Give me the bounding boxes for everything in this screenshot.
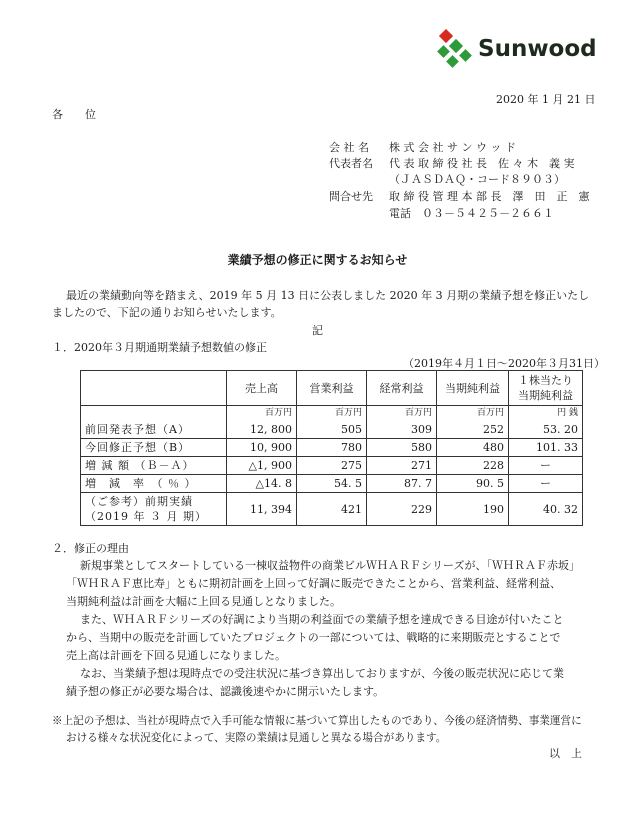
contact-phone: 電話 ０３－５４２５－２６６１: [389, 207, 554, 220]
table-row: [81, 421, 583, 439]
table-cell: △14. 8: [227, 475, 297, 493]
ki-marker: 記: [312, 324, 323, 337]
table-cell: 275: [297, 457, 367, 475]
document-title: 業績予想の修正に関するお知らせ: [227, 253, 408, 267]
table-cell: ー: [509, 475, 583, 493]
disclaimer-line-2: おける様々な状況変化によって、実際の業績は見通しと異なる場合があります。: [66, 732, 447, 744]
table-cell: 10, 900: [227, 439, 297, 457]
header-blank: [81, 371, 227, 406]
representative-value: 代 表 取 締 役 社 長 佐 々 木 義 実: [389, 157, 575, 170]
header-eps: [509, 371, 583, 406]
company-name-label: 会 社 名: [329, 141, 369, 154]
forecast-period: （2019年４月１日～2020年３月31日）: [403, 357, 605, 370]
reason-line-1: 新規事業としてスタートしている一棟収益物件の商業ビルＷＨＡＲＦシリーズが、「ＷＨＲＡＦ赤坂」: [80, 559, 580, 572]
closing-mark: 以 上: [549, 747, 582, 760]
table-cell: 780: [297, 439, 367, 457]
table-cell: ー: [509, 457, 583, 475]
table-cell: 11, 394: [227, 493, 297, 526]
table-cell: 228: [437, 457, 509, 475]
row-label: 増 減 額 （Ｂ－Ａ）: [81, 457, 227, 475]
section2-heading: ２．修正の理由: [52, 542, 129, 555]
table-cell: 101. 33: [509, 439, 583, 457]
row-label: 今回修正予想（B）: [81, 439, 227, 457]
table-header-row: [81, 371, 583, 406]
unit-cell: 百万円: [367, 406, 437, 422]
row-label: 前回発表予想（A）: [81, 421, 227, 439]
table-cell: 421: [297, 493, 367, 526]
reason-line-7: なお、当業績予想は現時点での受注状況に基づき算出しておりますが、今後の販売状況に応じて業: [80, 667, 564, 680]
table-cell: 190: [437, 493, 509, 526]
document-date: 2020 年 1 月 21 日: [496, 93, 596, 106]
header-operating-income: 営業利益: [297, 371, 367, 406]
header-eps-line-2: 当期純利益: [518, 389, 573, 402]
table-cell: 252: [437, 421, 509, 439]
table-cell: 54. 5: [297, 475, 367, 493]
table-cell: 309: [367, 421, 437, 439]
logo-wordmark: Sunwood: [478, 36, 597, 62]
table-cell: 53. 20: [509, 421, 583, 439]
stock-code: （ＪＡＳＤＡＱ・コード８９０３）: [389, 173, 565, 186]
intro-line-1: 最近の業績動向等を踏まえ、2019 年 5 月 13 日に公表しました 2020 年 3 月期の業績予想を修正いたし: [66, 289, 590, 302]
section1-heading: １．2020年３月期通期業績予想数値の修正: [52, 341, 267, 354]
forecast-table: [80, 370, 583, 526]
unit-cell: 百万円: [227, 406, 297, 422]
addressee: 各 位: [52, 108, 96, 121]
unit-cell: 百万円: [437, 406, 509, 422]
table-cell: 229: [367, 493, 437, 526]
sunwood-logo-mark-icon: [437, 29, 477, 73]
reason-line-2: 「ＷＨＲＡＦ恵比寿」ともに期初計画を上回って好調に販売できたことから、営業利益、経常利益、: [66, 577, 561, 590]
contact-value: 取 締 役 管 理 本 部 長 澤 田 正 憲: [389, 190, 590, 203]
header-eps-line-1: １株当たり: [518, 374, 573, 387]
company-name-value: 株 式 会 社 サ ン ウ ッ ド: [389, 141, 516, 154]
header-net-income: 当期純利益: [437, 371, 509, 406]
table-cell: 505: [297, 421, 367, 439]
contact-label: 問合せ先: [329, 190, 373, 203]
table-cell: 271: [367, 457, 437, 475]
table-cell: 580: [367, 439, 437, 457]
header-ordinary-income: 経常利益: [367, 371, 437, 406]
reason-line-5: から、当期中の販売を計画していたプロジェクトの一部については、戦略的に来期販売とすることで: [66, 631, 561, 644]
table-cell: △1, 900: [227, 457, 297, 475]
table-row: [81, 493, 583, 526]
header-sales: 売上高: [227, 371, 297, 406]
row-label: [81, 493, 227, 526]
table-cell: 40. 32: [509, 493, 583, 526]
unit-cell: 円 銭: [509, 406, 583, 422]
row-label-line-2: （2019 年 ３ 月 期）: [85, 510, 207, 523]
table-row: [81, 457, 583, 475]
representative-label: 代表者名: [329, 157, 373, 170]
table-cell: 12, 800: [227, 421, 297, 439]
table-cell: 480: [437, 439, 509, 457]
reason-line-4: また、ＷＨＡＲＦシリーズの好調により当期の利益面での業績予想を達成できる目途が付いたこと: [80, 613, 564, 626]
table-cell: 87. 7: [367, 475, 437, 493]
row-label: 増 減 率 （ ％ ）: [81, 475, 227, 493]
table-cell: 90. 5: [437, 475, 509, 493]
reason-line-6: 売上高は計画を下回る見通しになりました。: [66, 649, 286, 662]
table-row: [81, 475, 583, 493]
table-cell: [81, 406, 227, 422]
intro-line-2: ましたので、下記の通りお知らせいたします。: [52, 306, 282, 319]
row-label-line-1: （ご参考）前期実績: [85, 495, 193, 508]
disclaimer-line-1: ※上記の予想は、当社が現時点で入手可能な情報に基づいて算出したものであり、今後の経済情勢、事業運営に: [52, 715, 582, 727]
unit-cell: 百万円: [297, 406, 367, 422]
reason-line-3: 当期純利益は計画を大幅に上回る見通しとなりました。: [66, 595, 341, 608]
table-row: [81, 439, 583, 457]
reason-line-8: 績予想の修正が必要な場合は、認識後速やかに開示いたします。: [66, 685, 385, 698]
units-row: [81, 406, 583, 422]
